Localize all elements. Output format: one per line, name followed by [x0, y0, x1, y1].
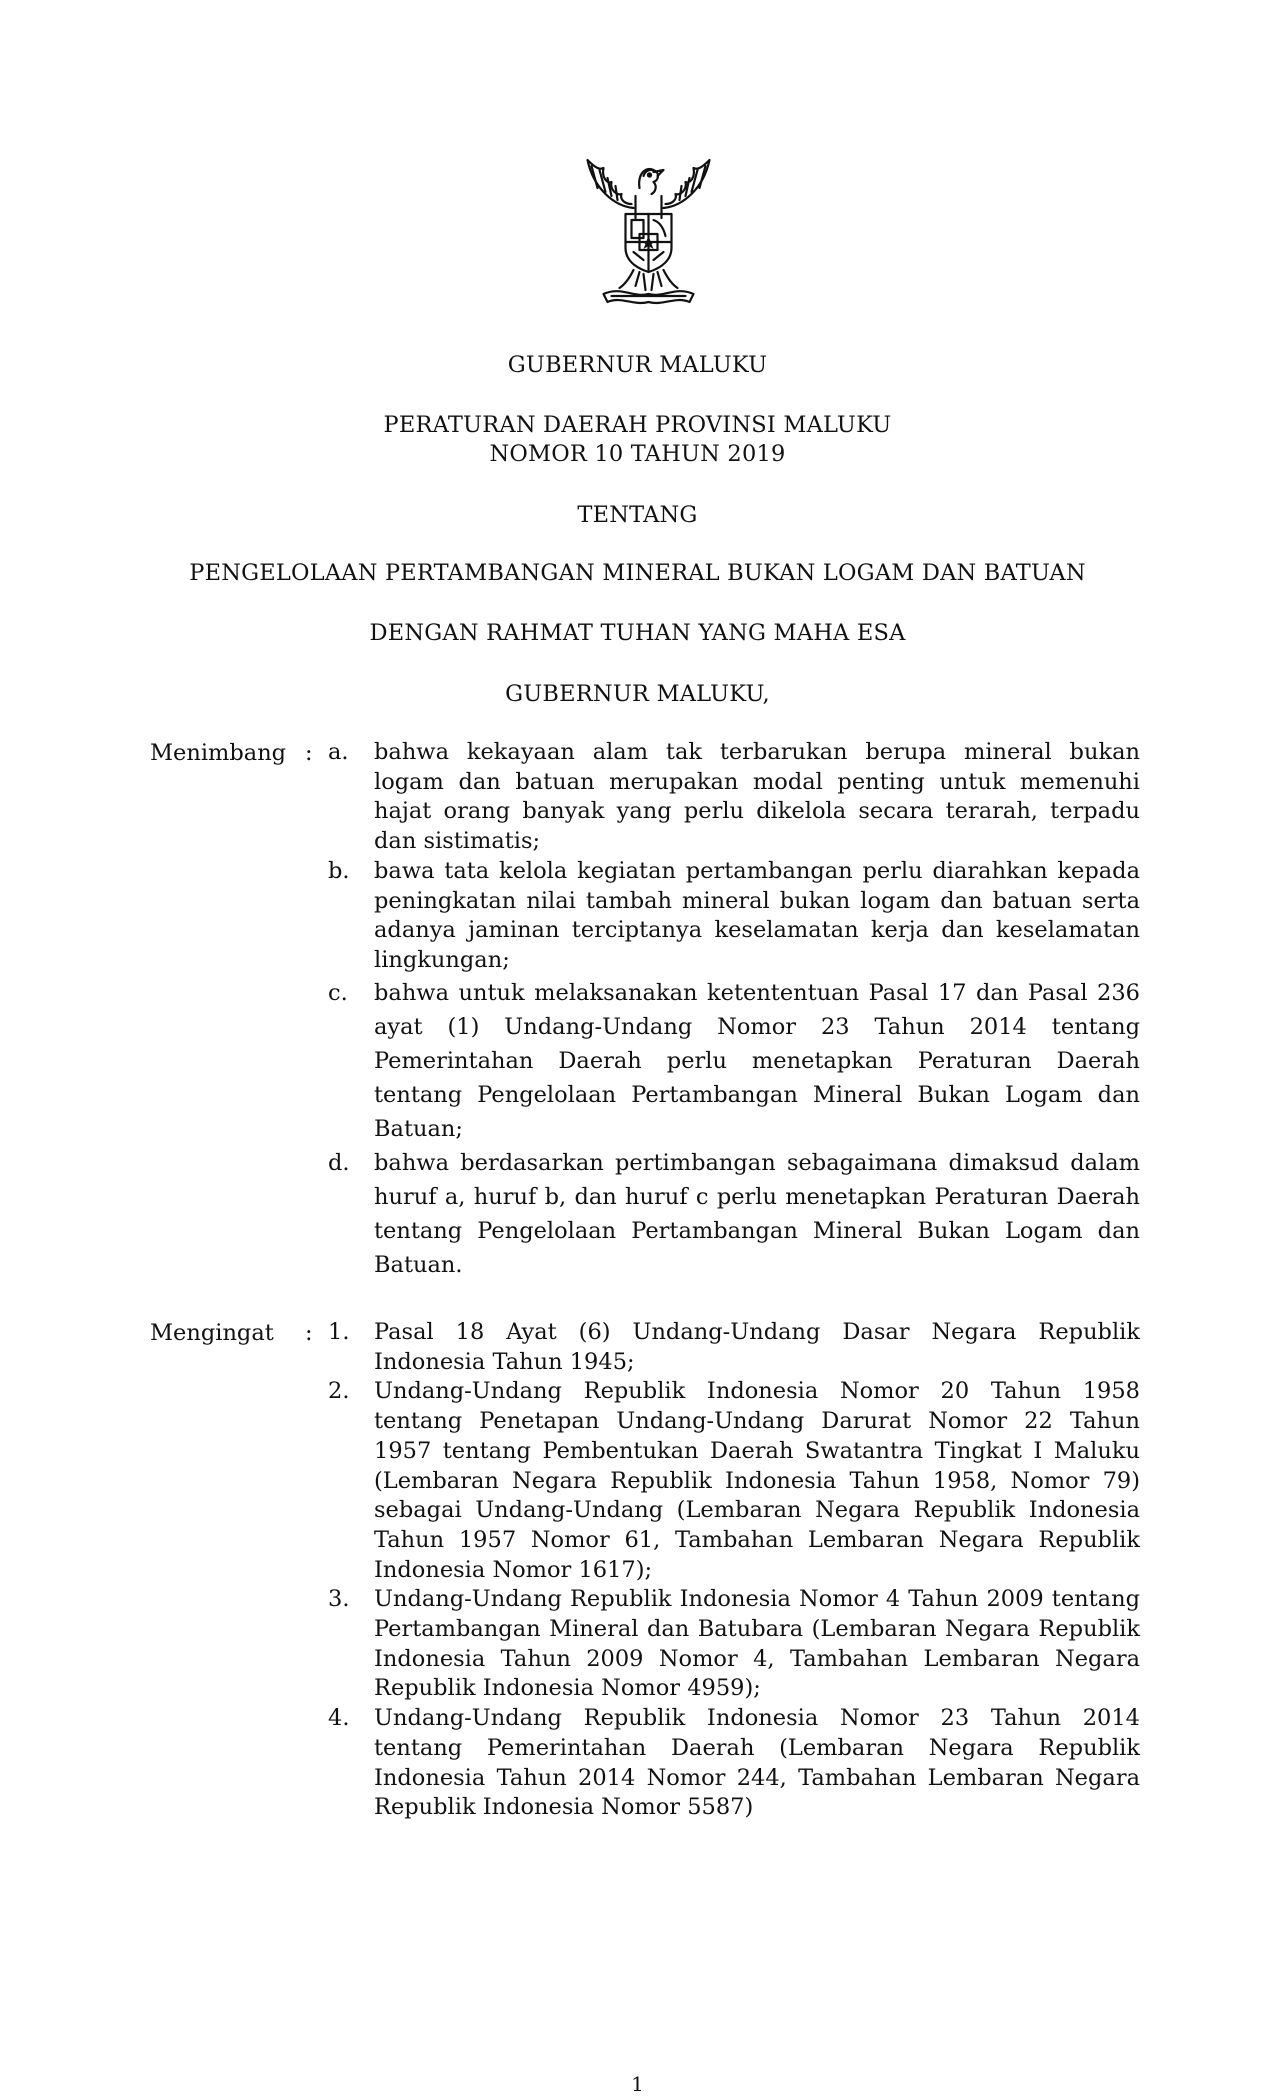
list-marker: 4.	[328, 1705, 350, 1732]
regulation-number: NOMOR 10 TAHUN 2019	[489, 441, 786, 467]
garuda-emblem-icon	[573, 148, 724, 312]
list-marker: 2.	[328, 1378, 350, 1405]
menimbang-colon: :	[305, 740, 313, 766]
governor-heading: GUBERNUR MALUKU	[507, 352, 768, 378]
mengingat-colon: :	[305, 1320, 313, 1346]
mengingat-label: Mengingat	[150, 1320, 274, 1346]
list-item-text: bahwa untuk melaksanakan ketententuan Pasal 17 dan Pasal 236 ayat (1) Undang-Undang Nomor 23 Tahun 2014 tentang Pemerintahan Daerah perlu menetapkan Peraturan Daerah tentang Pengelolaan Pertambangan Mineral Bukan Logam dan Batuan;	[374, 979, 1140, 1142]
regulation-title: PERATURAN DAERAH PROVINSI MALUKU	[383, 412, 892, 438]
list-item-text: bawa tata kelola kegiatan pertambangan perlu diarahkan kepada peningkatan nilai tambah mineral bukan logam dan batuan serta adanya jaminan terciptanya keselamatan kerja dan keselamatan lingkungan;	[374, 857, 1140, 973]
list-item-text: Undang-Undang Republik Indonesia Nomor 23 Tahun 2014 tentang Pemerintahan Daerah (Lembaran Negara Republik Indonesia Tahun 2014 Nomor 244, Tambahan Lembaran Negara Republik Indonesia Nomor 5587)	[374, 1705, 1140, 1821]
list-item-text: Undang-Undang Republik Indonesia Nomor 20 Tahun 1958 tentang Penetapan Undang-Undang Darurat Nomor 22 Tahun 1957 tentang Pembentukan Daerah Swatantra Tingkat I Maluku (Lembaran Negara Republik Indonesia Tahun 1958, Nomor 79) sebagai Undang-Undang (Lembaran Negara Republik Indonesia Tahun 1957 Nomor 61, Tambahan Lembaran Negara Republik Indonesia Nomor 1617);	[374, 1378, 1140, 1583]
list-item-text: bahwa kekayaan alam tak terbarukan berupa mineral bukan logam dan batuan merupakan modal penting untuk memenuhi hajat orang banyak yang perlu dikelola secara terarah, terpadu dan sistimatis;	[374, 739, 1140, 855]
list-marker: c.	[328, 979, 348, 1006]
list-item	[328, 738, 1140, 857]
list-item-text: Pasal 18 Ayat (6) Undang-Undang Dasar Negara Republik Indonesia Tahun 1945;	[374, 1319, 1140, 1375]
about-heading: TENTANG	[577, 502, 698, 528]
list-item	[328, 1704, 1140, 1823]
list-marker: b.	[328, 857, 350, 884]
list-item	[328, 976, 1140, 1146]
list-marker: 3.	[328, 1586, 350, 1613]
mengingat-list	[328, 1318, 1140, 1823]
issuer-line: GUBERNUR MALUKU,	[505, 681, 770, 707]
list-item	[328, 857, 1140, 976]
list-item-text: Undang-Undang Republik Indonesia Nomor 4 Tahun 2009 tentang Pertambangan Mineral dan Batubara (Lembaran Negara Republik Indonesia Tahun 2009 Nomor 4, Tambahan Lembaran Negara Republik Indonesia Nomor 4959);	[374, 1586, 1140, 1702]
list-item	[328, 1377, 1140, 1585]
list-marker: a.	[328, 739, 349, 765]
list-item-text: bahwa berdasarkan pertimbangan sebagaimana dimaksud dalam huruf a, huruf b, dan huruf c perlu menetapkan Peraturan Daerah tentang Pengelolaan Pertambangan Mineral Bukan Logam dan Batuan.	[374, 1149, 1140, 1278]
list-item	[328, 1318, 1140, 1377]
menimbang-list	[328, 738, 1140, 1282]
blessing-line: DENGAN RAHMAT TUHAN YANG MAHA ESA	[369, 620, 906, 646]
list-item	[328, 1146, 1140, 1282]
list-item	[328, 1585, 1140, 1704]
list-marker: 1.	[328, 1319, 350, 1345]
regulation-subject: PENGELOLAAN PERTAMBANGAN MINERAL BUKAN LOGAM DAN BATUAN	[189, 560, 1086, 586]
menimbang-label: Menimbang	[150, 740, 287, 766]
list-marker: d.	[328, 1149, 350, 1176]
page-number: 1	[631, 2072, 644, 2096]
